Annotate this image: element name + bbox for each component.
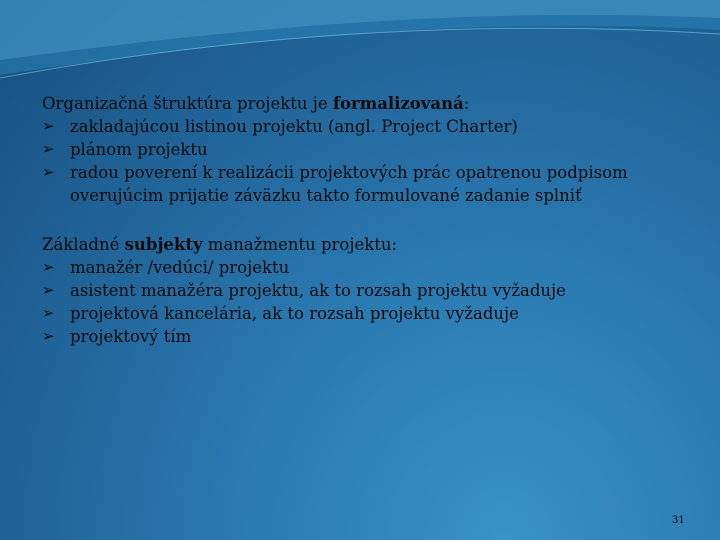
heading-organization-structure [42,92,692,115]
heading-suffix: : [463,94,470,113]
list-item-text: manažér /vedúci/ projektu [70,258,290,277]
list-item-text: projektový tím [70,327,192,346]
list-item-text: projektová kancelária, ak to rozsah projektu vyžaduje [70,304,519,323]
list-item-text: zakladajúcou listinou projektu (angl. Project Charter) [70,117,518,136]
subjects-list [42,256,692,348]
arrow-bullet-icon: ➢ [42,327,55,345]
arrow-bullet-icon: ➢ [42,281,55,299]
heading-text: Organizačná štruktúra projektu je [42,94,333,113]
list-item [42,138,692,161]
arrow-bullet-icon: ➢ [42,140,55,158]
heading-project-subjects [42,233,692,256]
arrow-bullet-icon: ➢ [42,117,55,135]
list-item [42,115,692,138]
heading-text: Základné [42,235,125,254]
list-item-text: plánom projektu [70,140,208,159]
list-item-text: radou poverení k realizácii projektových prác opatrenou podpisom overujúcim prijatie záväzku takto formulované zadanie splniť [70,163,628,205]
slide-content [42,92,692,348]
arrow-bullet-icon: ➢ [42,304,55,322]
list-item [42,279,692,302]
heading-emphasis: formalizovaná [332,94,464,113]
arrow-bullet-icon: ➢ [42,163,55,181]
list-item [42,302,692,325]
list-item [42,325,692,348]
arrow-bullet-icon: ➢ [42,258,55,276]
page-number: 31 [672,515,685,526]
list-item-text: asistent manažéra projektu, ak to rozsah projektu vyžaduje [70,281,566,300]
list-item [42,256,692,279]
heading-suffix: manažmentu projektu: [202,235,398,254]
list-item [42,161,692,207]
formalization-list [42,115,692,207]
heading-emphasis: subjekty [124,235,203,254]
